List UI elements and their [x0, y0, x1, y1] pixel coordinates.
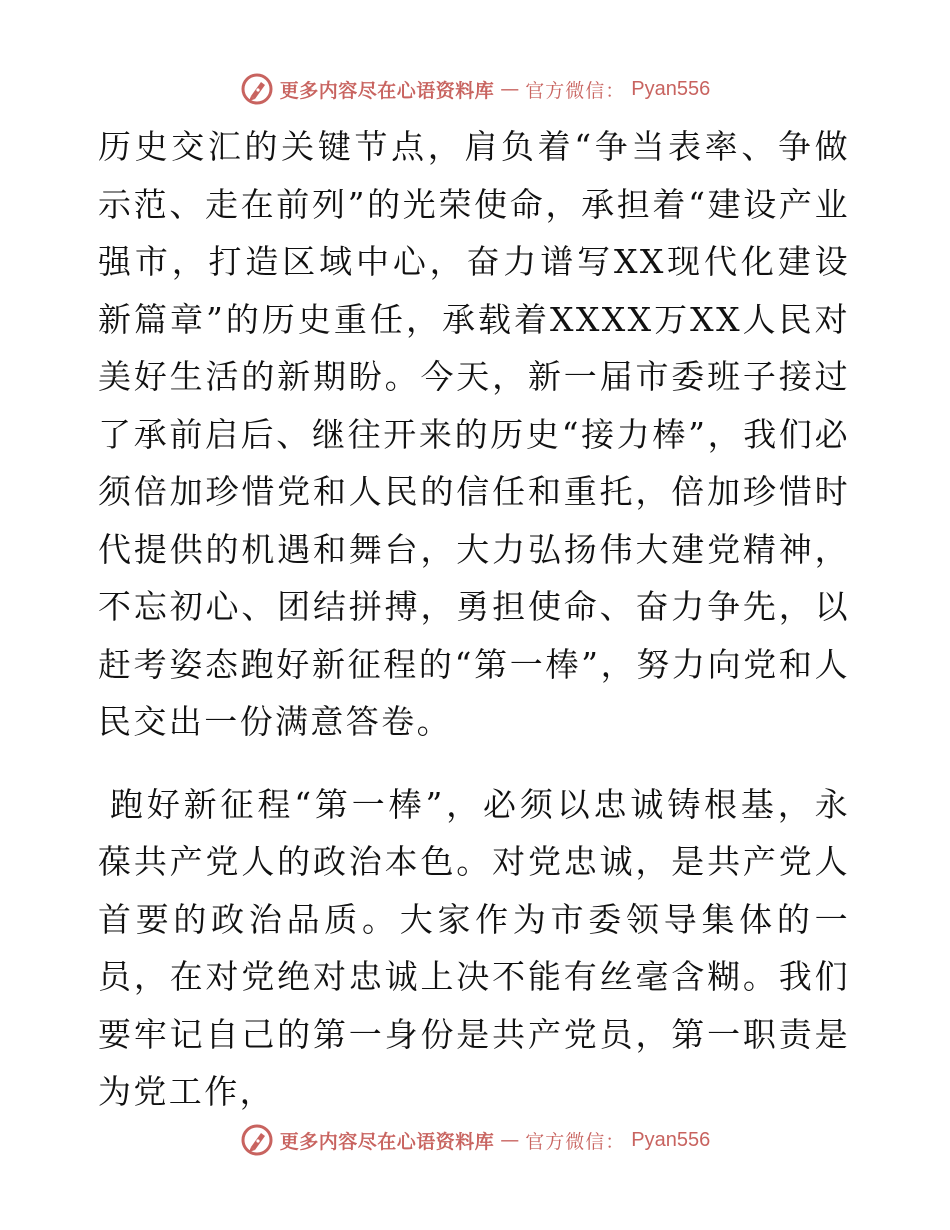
footer-banner: [0, 1122, 950, 1158]
banner-text: 更多内容尽在心语资料库: [279, 79, 495, 102]
banner-dash: —: [500, 1129, 520, 1151]
banner-sub: 官方微信：: [525, 79, 626, 102]
pen-nib-circle-logo-icon: [240, 1123, 274, 1157]
banner-text: 更多内容尽在心语资料库: [279, 1130, 495, 1153]
banner-dash: —: [500, 78, 520, 100]
banner-sub: 官方微信：: [525, 1130, 626, 1153]
banner-account: Pyan556: [631, 1128, 711, 1151]
banner-account: Pyan556: [631, 77, 711, 100]
paragraph-2: 跑好新征程“第一棒”，必须以忠诚铸根基，永葆共产党人的政治本色。对党忠诚，是共产党人首要的政治品质。大家作为市委领导集体的一员，在对党绝对忠诚上决不能有丝毫含糊。我们要牢记自己的第一身份是共产党员，第一职责是为党工作，: [98, 784, 850, 1111]
pen-nib-circle-logo-icon: [240, 72, 274, 106]
document-body: [98, 118, 850, 1121]
paragraph-1: 历史交汇的关键节点，肩负着“争当表率、争做示范、走在前列”的光荣使命，承担着“建设产业强市，打造区域中心，奋力谱写XX现代化建设新篇章”的历史重任，承载着XXXX万XX人民对美好生活的新期盼。今天，新一届市委班子接过了承前启后、继往开来的历史“接力棒”，我们必须倍加珍惜党和人民的信任和重托，倍加珍惜时代提供的机遇和舞台，大力弘扬伟大建党精神，不忘初心、团结拼搏，勇担使命、奋力争先，以赶考姿态跑好新征程的“第一棒”，努力向党和人民交出一份满意答卷。: [98, 127, 850, 741]
header-banner: [0, 71, 950, 107]
